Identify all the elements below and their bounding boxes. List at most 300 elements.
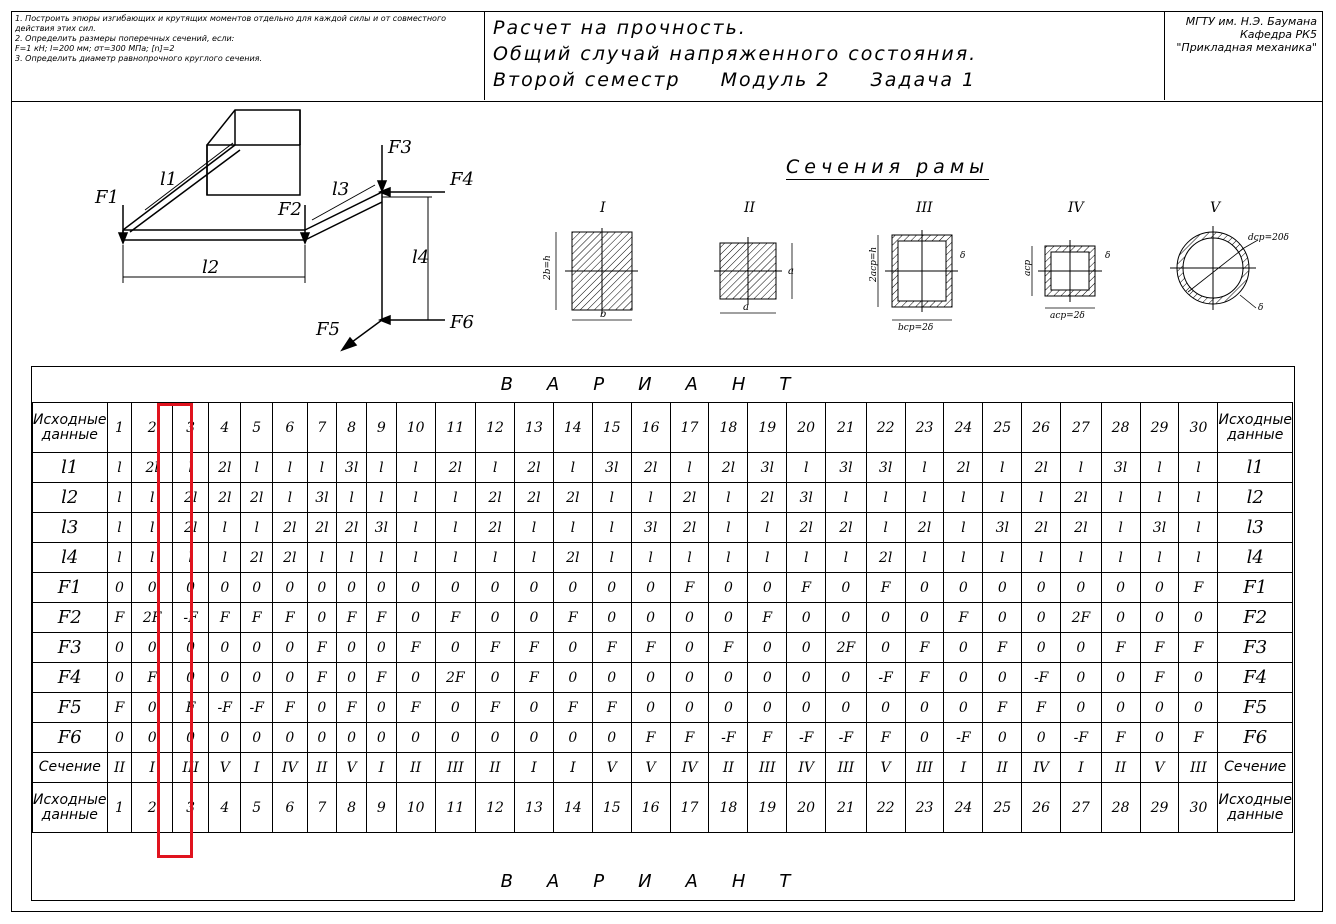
section-cell: III bbox=[1179, 753, 1218, 783]
variant-number: 6 bbox=[273, 403, 307, 453]
table-cell: l bbox=[905, 483, 944, 513]
variant-number: 1 bbox=[107, 783, 132, 833]
table-cell: 2l bbox=[787, 513, 826, 543]
table-footer-row bbox=[33, 783, 1293, 833]
table-cell: 0 bbox=[241, 573, 273, 603]
table-cell: 0 bbox=[631, 573, 670, 603]
table-cell: F bbox=[709, 633, 748, 663]
table-cell: 0 bbox=[1140, 603, 1179, 633]
cross-sections bbox=[530, 190, 1289, 340]
table-cell: 0 bbox=[1061, 633, 1102, 663]
label-l1: l1 bbox=[160, 169, 178, 190]
table-cell: 0 bbox=[553, 663, 592, 693]
title-line-3 bbox=[493, 67, 1156, 93]
table-cell: F bbox=[983, 633, 1022, 663]
table-cell: F bbox=[670, 573, 709, 603]
variant-number: 27 bbox=[1061, 403, 1102, 453]
table-cell: l bbox=[337, 483, 367, 513]
table-cell: l bbox=[983, 483, 1022, 513]
table-cell: l bbox=[1061, 453, 1102, 483]
table-cell: l bbox=[670, 453, 709, 483]
table-cell: 0 bbox=[670, 693, 709, 723]
table-cell: F bbox=[1101, 723, 1140, 753]
table-cell: 0 bbox=[1179, 603, 1218, 633]
variant-header-bottom: ВАРИАНТ bbox=[500, 871, 825, 892]
variant-number: 11 bbox=[435, 783, 476, 833]
table-cell: F bbox=[241, 603, 273, 633]
table-cell: l bbox=[1022, 543, 1061, 573]
table-cell: 0 bbox=[787, 663, 826, 693]
dim-V-diameter: dср=20δ bbox=[1248, 233, 1289, 243]
table-cell: F bbox=[866, 723, 905, 753]
table-cell: l bbox=[1179, 483, 1218, 513]
table-cell: 2l bbox=[307, 513, 337, 543]
table-cell: 2l bbox=[631, 453, 670, 483]
table-cell: l bbox=[107, 483, 132, 513]
table-cell: F bbox=[631, 633, 670, 663]
table-cell: 0 bbox=[366, 693, 396, 723]
row-label-F2: F2 bbox=[1218, 603, 1293, 633]
table-cell: l bbox=[866, 513, 905, 543]
table-row bbox=[33, 453, 1293, 483]
table-cell: l bbox=[553, 453, 592, 483]
table-cell: 2l bbox=[241, 483, 273, 513]
table-cell: 2l bbox=[209, 453, 241, 483]
table-cell: 0 bbox=[944, 573, 983, 603]
table-cell: 0 bbox=[553, 633, 592, 663]
table-cell: 0 bbox=[515, 723, 554, 753]
table-cell: 0 bbox=[435, 573, 476, 603]
table-cell: 0 bbox=[172, 573, 208, 603]
variant-number: 8 bbox=[337, 403, 367, 453]
table-cell: 2l bbox=[826, 513, 867, 543]
table-cell: 0 bbox=[709, 573, 748, 603]
table-cell: 0 bbox=[307, 723, 337, 753]
table-cell: 0 bbox=[435, 693, 476, 723]
table-cell: 0 bbox=[905, 573, 944, 603]
variants-table-frame bbox=[31, 366, 1295, 901]
section-cell: II bbox=[307, 753, 337, 783]
variant-number: 30 bbox=[1179, 403, 1218, 453]
variant-header-top: ВАРИАНТ bbox=[500, 374, 825, 395]
table-row bbox=[33, 513, 1293, 543]
table-cell: l bbox=[905, 543, 944, 573]
table-cell: 0 bbox=[1061, 693, 1102, 723]
variant-number: 6 bbox=[273, 783, 307, 833]
table-cell: 0 bbox=[337, 723, 367, 753]
variant-number: 25 bbox=[983, 403, 1022, 453]
dim-IV-width: aср=2δ bbox=[1050, 311, 1085, 321]
variant-number: 27 bbox=[1061, 783, 1102, 833]
table-cell: 2l bbox=[476, 483, 515, 513]
label-F6: F6 bbox=[450, 312, 474, 333]
section-cell: III bbox=[172, 753, 208, 783]
label-F3: F3 bbox=[388, 137, 412, 158]
table-cell: F bbox=[748, 723, 787, 753]
table-cell: 3l bbox=[787, 483, 826, 513]
table-cell: F bbox=[209, 603, 241, 633]
table-cell: F bbox=[944, 603, 983, 633]
table-cell: 0 bbox=[1101, 603, 1140, 633]
section-cell: IV bbox=[670, 753, 709, 783]
row-label-F6: F6 bbox=[33, 723, 108, 753]
table-cell: 0 bbox=[107, 663, 132, 693]
table-cell: l bbox=[826, 483, 867, 513]
table-cell: 0 bbox=[396, 573, 435, 603]
table-cell: 0 bbox=[592, 603, 631, 633]
table-cell: 2l bbox=[553, 483, 592, 513]
variant-number: 26 bbox=[1022, 403, 1061, 453]
variant-number: 5 bbox=[241, 783, 273, 833]
frame-scheme-diagram bbox=[90, 105, 490, 355]
variant-number: 25 bbox=[983, 783, 1022, 833]
table-cell: 0 bbox=[592, 573, 631, 603]
row-label-l1: l1 bbox=[33, 453, 108, 483]
variant-number: 2 bbox=[132, 783, 173, 833]
table-cell: 0 bbox=[748, 573, 787, 603]
table-cell: F bbox=[107, 693, 132, 723]
table-row bbox=[33, 573, 1293, 603]
table-cell: l bbox=[241, 453, 273, 483]
table-cell: -F bbox=[1061, 723, 1102, 753]
table-cell: 0 bbox=[307, 603, 337, 633]
dim-IV-height: aср bbox=[1023, 259, 1033, 276]
table-cell: 0 bbox=[209, 663, 241, 693]
table-cell: l bbox=[366, 483, 396, 513]
table-cell: 0 bbox=[241, 723, 273, 753]
table-cell: F bbox=[631, 723, 670, 753]
variant-number: 14 bbox=[553, 783, 592, 833]
table-cell: 2l bbox=[944, 453, 983, 483]
label-F2: F2 bbox=[278, 199, 302, 220]
table-cell: 0 bbox=[307, 693, 337, 723]
table-cell: 0 bbox=[132, 633, 173, 663]
task-item-2: 2. Определить размеры поперечных сечений, если: bbox=[15, 34, 235, 43]
table-cell: 0 bbox=[944, 663, 983, 693]
table-cell: l bbox=[1179, 513, 1218, 543]
section-cell: II bbox=[396, 753, 435, 783]
table-cell: 0 bbox=[337, 573, 367, 603]
table-cell: l bbox=[396, 513, 435, 543]
variant-number: 2 bbox=[132, 403, 173, 453]
table-cell: l bbox=[515, 543, 554, 573]
table-cell: 3l bbox=[307, 483, 337, 513]
table-cell: l bbox=[983, 543, 1022, 573]
section-cell: II bbox=[476, 753, 515, 783]
variant-number: 15 bbox=[592, 403, 631, 453]
variant-number: 29 bbox=[1140, 403, 1179, 453]
dim-II-width: a bbox=[743, 302, 749, 313]
table-cell: F bbox=[592, 693, 631, 723]
variant-number: 13 bbox=[515, 783, 554, 833]
table-cell: l bbox=[172, 453, 208, 483]
table-cell: 2l bbox=[515, 453, 554, 483]
org-university: МГТУ им. Н.Э. Баумана bbox=[1185, 15, 1317, 28]
table-cell: 2l bbox=[273, 513, 307, 543]
table-cell: 0 bbox=[396, 723, 435, 753]
table-cell: l bbox=[592, 513, 631, 543]
table-cell: 0 bbox=[273, 663, 307, 693]
variant-number: 3 bbox=[172, 783, 208, 833]
module: Модуль 2 bbox=[720, 69, 831, 91]
table-cell: l bbox=[132, 543, 173, 573]
table-cell: -F bbox=[1022, 663, 1061, 693]
table-cell: l bbox=[209, 543, 241, 573]
table-cell: l bbox=[476, 453, 515, 483]
table-cell: l bbox=[905, 453, 944, 483]
selected-variant-highlight bbox=[157, 403, 193, 858]
variant-number: 16 bbox=[631, 403, 670, 453]
table-cell: 0 bbox=[1179, 693, 1218, 723]
variant-number: 18 bbox=[709, 783, 748, 833]
table-cell: 0 bbox=[435, 633, 476, 663]
section-cell: V bbox=[1140, 753, 1179, 783]
table-cell: 2l bbox=[1022, 513, 1061, 543]
table-cell: 0 bbox=[631, 663, 670, 693]
table-cell: F bbox=[1179, 633, 1218, 663]
table-cell: 2l bbox=[172, 513, 208, 543]
table-cell: l bbox=[132, 483, 173, 513]
row-label-l3: l3 bbox=[33, 513, 108, 543]
table-cell: F bbox=[1101, 633, 1140, 663]
variant-number: 21 bbox=[826, 783, 867, 833]
variant-number: 20 bbox=[787, 403, 826, 453]
table-cell: 0 bbox=[515, 693, 554, 723]
table-cell: l bbox=[172, 543, 208, 573]
table-row bbox=[33, 663, 1293, 693]
table-cell: F bbox=[366, 663, 396, 693]
table-cell: 0 bbox=[787, 603, 826, 633]
section-cell: III bbox=[748, 753, 787, 783]
table-cell: 2l bbox=[515, 483, 554, 513]
table-cell: l bbox=[709, 513, 748, 543]
table-cell: 0 bbox=[983, 573, 1022, 603]
table-cell: 0 bbox=[476, 663, 515, 693]
table-cell: F bbox=[307, 633, 337, 663]
table-cell: l bbox=[787, 543, 826, 573]
table-cell: -F bbox=[826, 723, 867, 753]
variant-number: 21 bbox=[826, 403, 867, 453]
section-cell: V bbox=[592, 753, 631, 783]
table-cell: 0 bbox=[592, 723, 631, 753]
variant-number: 14 bbox=[553, 403, 592, 453]
table-cell: l bbox=[631, 543, 670, 573]
section-cell: I bbox=[1061, 753, 1102, 783]
table-cell: -F bbox=[709, 723, 748, 753]
table-cell: F bbox=[366, 603, 396, 633]
table-cell: F bbox=[1179, 723, 1218, 753]
variant-number: 13 bbox=[515, 403, 554, 453]
table-cell: F bbox=[396, 633, 435, 663]
table-cell: -F bbox=[172, 603, 208, 633]
table-cell: F bbox=[107, 603, 132, 633]
table-cell: -F bbox=[241, 693, 273, 723]
table-cell: l bbox=[396, 483, 435, 513]
table-cell: 3l bbox=[826, 453, 867, 483]
table-cell: 0 bbox=[337, 633, 367, 663]
table-cell: 0 bbox=[515, 603, 554, 633]
dim-III-thickness: δ bbox=[960, 251, 966, 261]
table-cell: F bbox=[337, 693, 367, 723]
table-row-section bbox=[33, 753, 1293, 783]
section-cell: II bbox=[983, 753, 1022, 783]
task-item-3: 3. Определить диаметр равнопрочного круглого сечения. bbox=[15, 54, 263, 63]
table-cell: 0 bbox=[983, 663, 1022, 693]
row-label-source-data: Исходные данные bbox=[33, 403, 108, 453]
section-name-III: III bbox=[916, 200, 933, 216]
table-cell: F bbox=[1140, 633, 1179, 663]
table-cell: F bbox=[515, 663, 554, 693]
table-cell: l bbox=[748, 543, 787, 573]
table-cell: 0 bbox=[1022, 723, 1061, 753]
table-cell: 2l bbox=[1061, 513, 1102, 543]
table-cell: F bbox=[476, 693, 515, 723]
row-label-F1: F1 bbox=[1218, 573, 1293, 603]
table-cell: F bbox=[337, 603, 367, 633]
table-cell: 0 bbox=[476, 603, 515, 633]
table-cell: l bbox=[337, 543, 367, 573]
table-cell: 0 bbox=[553, 573, 592, 603]
table-cell: 2l bbox=[172, 483, 208, 513]
variant-number: 9 bbox=[366, 403, 396, 453]
table-cell: 2l bbox=[476, 513, 515, 543]
section-II bbox=[714, 237, 792, 313]
task-statement bbox=[11, 11, 485, 100]
section-cell: IV bbox=[273, 753, 307, 783]
table-cell: -F bbox=[944, 723, 983, 753]
table-cell: l bbox=[1140, 453, 1179, 483]
section-cell: I bbox=[553, 753, 592, 783]
table-cell: -F bbox=[866, 663, 905, 693]
table-cell: l bbox=[107, 513, 132, 543]
table-cell: 2l bbox=[905, 513, 944, 543]
table-cell: 0 bbox=[866, 633, 905, 663]
section-cell: II bbox=[1101, 753, 1140, 783]
table-cell: 0 bbox=[709, 663, 748, 693]
row-label-F3: F3 bbox=[1218, 633, 1293, 663]
row-label-F4: F4 bbox=[33, 663, 108, 693]
table-cell: 0 bbox=[826, 573, 867, 603]
table-cell: l bbox=[396, 543, 435, 573]
table-cell: l bbox=[1022, 483, 1061, 513]
table-cell: 3l bbox=[631, 513, 670, 543]
variant-number: 17 bbox=[670, 403, 709, 453]
dim-IV-thickness: δ bbox=[1105, 251, 1111, 261]
org-subject: "Прикладная механика" bbox=[1176, 41, 1317, 54]
table-cell: F bbox=[553, 693, 592, 723]
table-cell: l bbox=[241, 513, 273, 543]
table-cell: l bbox=[1101, 513, 1140, 543]
table-cell: F bbox=[905, 633, 944, 663]
variant-number: 23 bbox=[905, 783, 944, 833]
table-cell: 0 bbox=[826, 693, 867, 723]
dim-III-width: bср=2δ bbox=[898, 323, 934, 333]
table-cell: 0 bbox=[132, 573, 173, 603]
table-cell: l bbox=[944, 543, 983, 573]
table-cell: 0 bbox=[905, 693, 944, 723]
table-cell: l bbox=[1101, 543, 1140, 573]
variant-number: 29 bbox=[1140, 783, 1179, 833]
table-cell: 0 bbox=[631, 603, 670, 633]
table-row bbox=[33, 693, 1293, 723]
table-cell: F bbox=[670, 723, 709, 753]
table-cell: 0 bbox=[709, 693, 748, 723]
variant-number: 23 bbox=[905, 403, 944, 453]
section-cell: V bbox=[209, 753, 241, 783]
table-cell: l bbox=[631, 483, 670, 513]
table-cell: 2l bbox=[709, 453, 748, 483]
table-cell: 0 bbox=[209, 573, 241, 603]
table-cell: l bbox=[273, 453, 307, 483]
dim-I-height: 2b=h bbox=[543, 255, 553, 280]
row-label-source-data: Исходные данные bbox=[1218, 783, 1293, 833]
table-cell: F bbox=[553, 603, 592, 633]
variant-number: 16 bbox=[631, 783, 670, 833]
table-cell: l bbox=[366, 453, 396, 483]
table-cell: 0 bbox=[748, 693, 787, 723]
table-cell: 0 bbox=[748, 663, 787, 693]
table-cell: l bbox=[592, 483, 631, 513]
table-cell: l bbox=[273, 483, 307, 513]
table-cell: 3l bbox=[1101, 453, 1140, 483]
table-cell: 0 bbox=[866, 603, 905, 633]
row-label-source-data: Исходные данные bbox=[33, 783, 108, 833]
semester: Второй семестр bbox=[493, 69, 681, 91]
table-cell: F bbox=[132, 663, 173, 693]
table-cell: 0 bbox=[1101, 663, 1140, 693]
task-number: Задача 1 bbox=[870, 69, 977, 91]
row-label-F3: F3 bbox=[33, 633, 108, 663]
table-cell: 0 bbox=[1140, 723, 1179, 753]
table-row bbox=[33, 723, 1293, 753]
table-cell: F bbox=[748, 603, 787, 633]
variant-number: 30 bbox=[1179, 783, 1218, 833]
table-cell: F bbox=[515, 633, 554, 663]
table-cell: 3l bbox=[748, 453, 787, 483]
table-cell: 0 bbox=[1022, 633, 1061, 663]
variant-number: 4 bbox=[209, 403, 241, 453]
section-III bbox=[878, 230, 958, 320]
table-cell: F bbox=[476, 633, 515, 663]
table-cell: 2l bbox=[670, 483, 709, 513]
label-F5: F5 bbox=[316, 319, 340, 340]
section-IV bbox=[1032, 240, 1102, 308]
section-cell: II bbox=[107, 753, 132, 783]
table-cell: 0 bbox=[826, 663, 867, 693]
table-cell: F bbox=[983, 693, 1022, 723]
table-cell: 2l bbox=[748, 483, 787, 513]
label-F1: F1 bbox=[95, 187, 119, 208]
table-cell: 0 bbox=[905, 723, 944, 753]
table-cell: l bbox=[1140, 543, 1179, 573]
table-cell: 3l bbox=[366, 513, 396, 543]
variant-number: 9 bbox=[366, 783, 396, 833]
table-cell: l bbox=[1101, 483, 1140, 513]
title-line-2: Общий случай напряженного состояния. bbox=[493, 43, 978, 65]
table-cell: l bbox=[435, 543, 476, 573]
table-cell: 2l bbox=[1061, 483, 1102, 513]
table-cell: 0 bbox=[476, 723, 515, 753]
table-cell: l bbox=[826, 543, 867, 573]
table-cell: 0 bbox=[1101, 693, 1140, 723]
variant-number: 19 bbox=[748, 403, 787, 453]
table-cell: -F bbox=[787, 723, 826, 753]
section-cell: IV bbox=[1022, 753, 1061, 783]
table-cell: 0 bbox=[476, 573, 515, 603]
table-cell: 0 bbox=[670, 633, 709, 663]
table-cell: 2F bbox=[826, 633, 867, 663]
table-cell: F bbox=[787, 573, 826, 603]
